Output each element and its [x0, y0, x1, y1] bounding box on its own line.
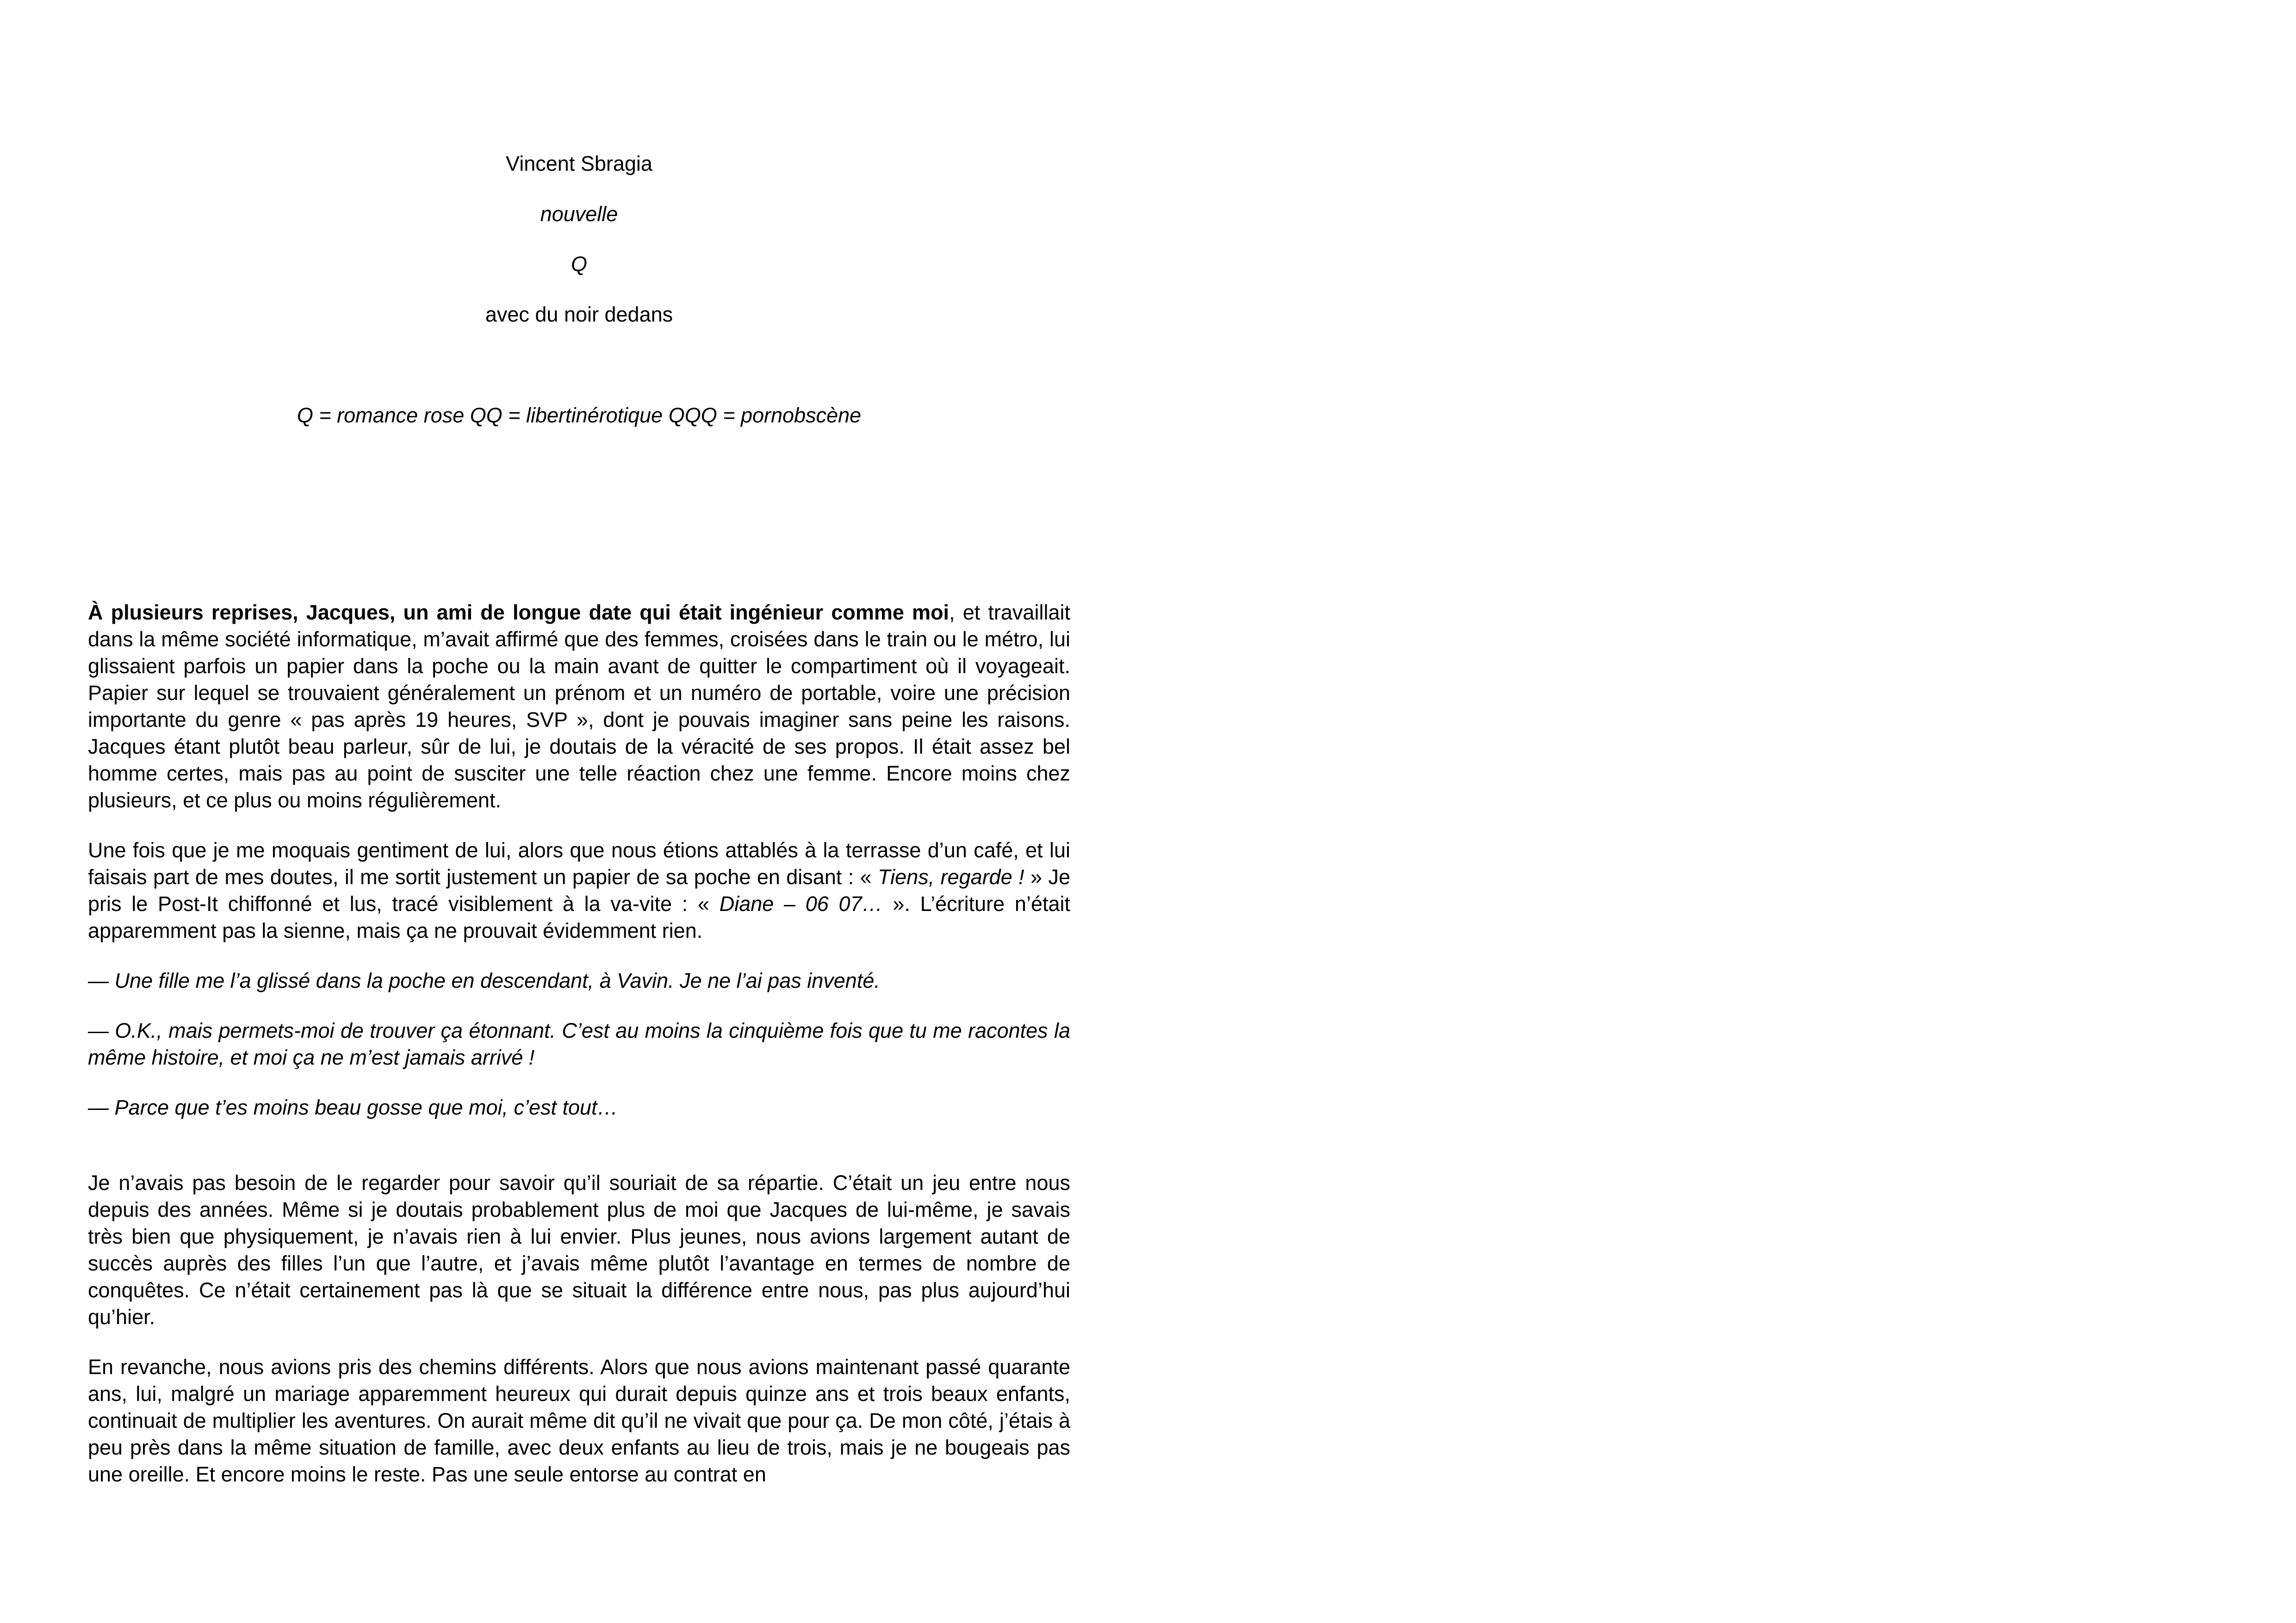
paragraph-text: ». L’écriture n’était apparemment pas la sienne, mais ça ne prouvait évidemment rien. [88, 892, 1071, 942]
paragraph-text: Une fois que je me moquais gentiment de lui, alors que nous étions attablés à la terrasse d’un café, et lui faisais part de mes doutes, il me sortit justement un papier de sa poche en disant : « [88, 838, 1070, 889]
genre-label: nouvelle [540, 202, 618, 226]
left-text-column [88, 599, 1070, 1488]
rating-legend: Q = romance rose QQ = libertinérotique QQQ = pornobscène [297, 403, 862, 427]
author-name: Vincent Sbragia [506, 152, 652, 175]
paragraph-text: , et travaillait dans la même société informatique, m’avait affirmé que des femmes, croisées dans le train ou le métro, lui glissaient parfois un papier dans la poche ou la main avant de quitter le compartiment où il voyageait. Papier sur lequel se trouvaient généralement un prénom et un numéro de portable, voire une précision importante du genre « pas après 19 heures, SVP », dont je pouvais imaginer sans peine les raisons. Jacques étant plutôt beau parleur, sûr de lui, je doutais de la véracité de ses propos. Il était assez bel homme certes, mais pas au point de susciter une telle réaction chez une femme. Encore moins chez plusieurs, et ce plus ou moins régulièrement. [88, 601, 1070, 812]
right-page [1148, 0, 2296, 1623]
rating-label: Q [571, 252, 587, 276]
quoted-speech: Tiens, regarde ! [878, 865, 1024, 889]
paragraph-4: En revanche, nous avions pris des chemins différents. Alors que nous avions maintenant passé quarante ans, lui, malgré un mariage apparemment heureux qui durait depuis quinze ans et trois beaux enfants, continuait de multiplier les aventures. On aurait même dit qu’il ne vivait que pour ça. De mon côté, j’étais à peu près dans la même situation de famille, avec deux enfants au lieu de trois, mais je ne bougeais pas une oreille. Et encore moins le reste. Pas une seule entorse au contrat en [88, 1355, 1070, 1486]
paragraph-lead: À plusieurs reprises, Jacques, un ami de longue date qui était ingénieur comme moi [88, 601, 949, 624]
paragraph-1 [88, 599, 1070, 814]
paragraph-2 [88, 837, 1070, 944]
paragraph-text: » Je pris le Post-It chiffonné et lus, tracé visiblement à la va-vite : « [88, 865, 1070, 916]
dialogue-line: — Parce que t’es moins beau gosse que moi, c’est tout… [88, 1096, 618, 1119]
tagline: avec du noir dedans [485, 303, 673, 326]
dialogue-line: — Une fille me l’a glissé dans la poche en descendant, à Vavin. Je ne l’ai pas inventé. [88, 969, 880, 992]
paragraph-3: Je n’avais pas besoin de le regarder pour savoir qu’il souriait de sa répartie. C’était un jeu entre nous depuis des années. Même si je doutais probablement plus de moi que Jacques de lui-même, je savais très bien que physiquement, je n’avais rien à lui envier. Plus jeunes, nous avions largement autant de succès auprès des filles l’un que l’autre, et j’avais même plutôt l’avantage en termes de nombre de conquêtes. Ce n’était certainement pas là que se situait la différence entre nous, pas plus aujourd’hui qu’hier. [88, 1171, 1070, 1329]
quoted-note: Diane – 06 07… [719, 892, 883, 916]
dialogue-line: — O.K., mais permets-moi de trouver ça étonnant. C’est au moins la cinquième fois que tu me racontes la même histoire, et moi ça ne m’est jamais arrivé ! [88, 1019, 1070, 1069]
